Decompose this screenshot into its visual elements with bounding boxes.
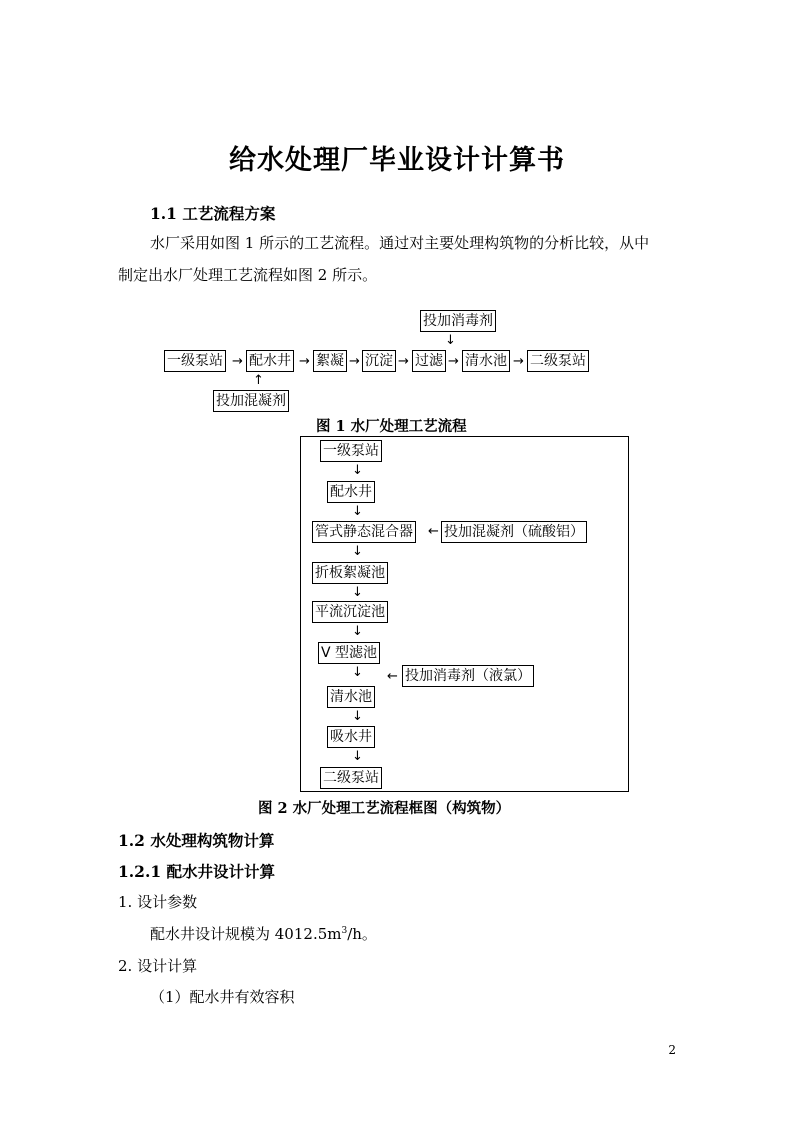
arrow-down-icon: ↓	[352, 709, 363, 724]
arrow-left-icon: ←	[387, 669, 398, 684]
list-subitem-1: （1）配水井有效容积	[150, 988, 295, 1006]
section-heading-1-2: 1.2 水处理构筑物计算	[118, 831, 275, 850]
fig2-step-box: 平流沉淀池	[312, 601, 388, 623]
fig2-step-box: 吸水井	[327, 726, 375, 748]
design-scale-text: 配水井设计规模为 $4012.5m^3/h$。	[150, 925, 377, 943]
section-heading-1-2-1: 1.2.1 配水井设计计算	[118, 862, 276, 881]
fig2-step-box: 一级泵站	[320, 440, 382, 462]
fig1-step-box: 过滤	[412, 350, 446, 372]
list-item-1: 1. 设计参数	[118, 893, 198, 911]
fig1-step-box: 二级泵站	[527, 350, 589, 372]
fig2-step-box: 管式静态混合器	[312, 521, 416, 543]
list-item-2: 2. 设计计算	[118, 957, 198, 975]
fig1-coagulant-box: 投加混凝剂	[213, 390, 289, 412]
arrow-down-icon: ↓	[352, 665, 363, 680]
figure-1-caption: 图 1 水厂处理工艺流程	[316, 418, 467, 435]
arrow-up-icon: ↑	[253, 373, 264, 388]
figure-2-caption: 图 2 水厂处理工艺流程框图（构筑物）	[258, 800, 511, 817]
fig2-step-box: 二级泵站	[320, 767, 382, 789]
fig2-step-box: 折板絮凝池	[312, 562, 388, 584]
paragraph-line-1: 水厂采用如图 1 所示的工艺流程。通过对主要处理构筑物的分析比较，从中	[150, 234, 650, 252]
arrow-down-icon: ↓	[352, 585, 363, 600]
fig1-step-box: 絮凝	[313, 350, 347, 372]
arrow-right-icon: →	[448, 354, 459, 369]
arrow-down-icon: ↓	[352, 749, 363, 764]
arrow-right-icon: →	[398, 354, 409, 369]
document-title: 给水处理厂毕业设计计算书	[229, 145, 565, 176]
arrow-down-icon: ↓	[352, 624, 363, 639]
arrow-right-icon: →	[232, 354, 243, 369]
arrow-right-icon: →	[299, 354, 310, 369]
fig2-step-box: 清水池	[327, 686, 375, 708]
arrow-right-icon: →	[349, 354, 360, 369]
fig2-step-box: V 型滤池	[318, 642, 380, 664]
fig2-disinfectant-box: 投加消毒剂（液氯）	[402, 665, 534, 687]
arrow-down-icon: ↓	[445, 333, 456, 348]
paragraph-line-2: 制定出水厂处理工艺流程如图 2 所示。	[118, 266, 378, 284]
fig1-step-box: 一级泵站	[164, 350, 226, 372]
fig1-step-box: 沉淀	[362, 350, 396, 372]
arrow-left-icon: ←	[428, 524, 439, 539]
fig1-step-box: 配水井	[246, 350, 294, 372]
section-heading-1-1: 1.1 工艺流程方案	[150, 204, 276, 223]
fig1-step-box: 清水池	[462, 350, 510, 372]
arrow-down-icon: ↓	[352, 504, 363, 519]
fig2-coagulant-box: 投加混凝剂（硫酸铝）	[441, 521, 587, 543]
fig2-step-box: 配水井	[327, 481, 375, 503]
arrow-down-icon: ↓	[352, 463, 363, 478]
arrow-right-icon: →	[513, 354, 524, 369]
page-number: 2	[668, 1043, 676, 1057]
arrow-down-icon: ↓	[352, 544, 363, 559]
fig1-disinfectant-box: 投加消毒剂	[420, 310, 496, 332]
